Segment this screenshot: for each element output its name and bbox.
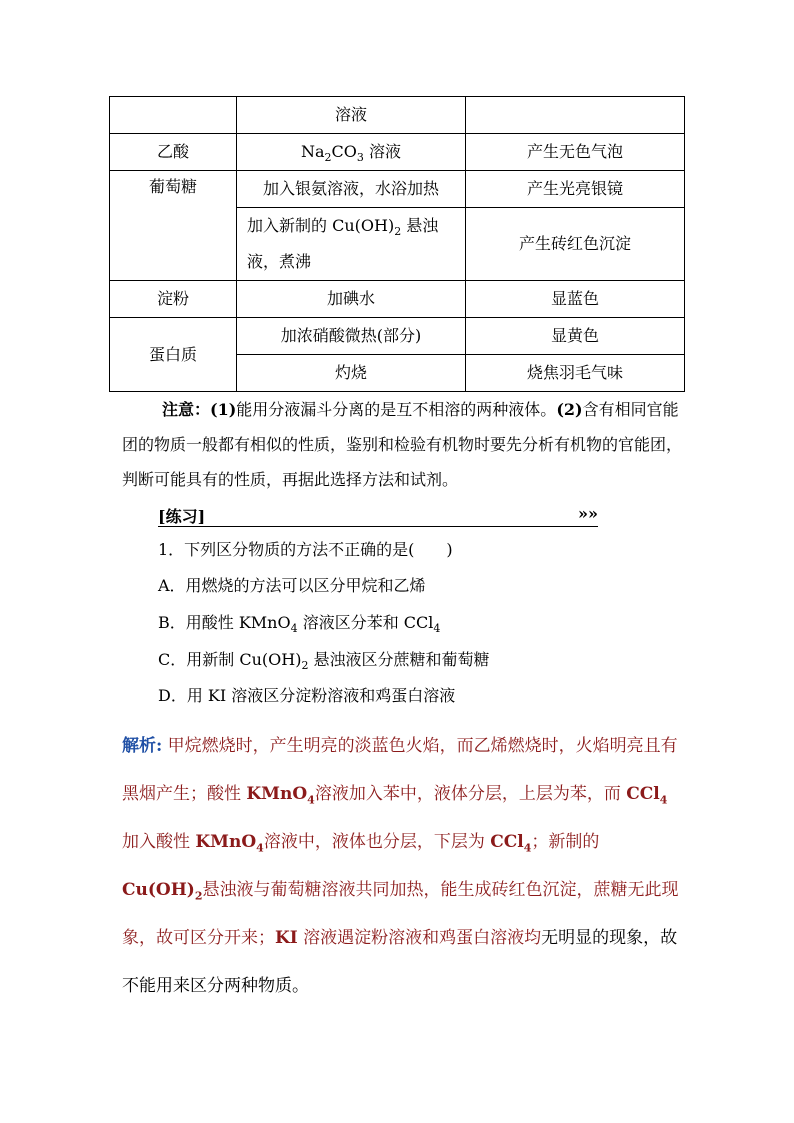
reagent-cell: 加浓硝酸微热(部分): [237, 318, 466, 355]
chevron-right-icon: »»: [578, 504, 598, 523]
option-a: A．用燃烧的方法可以区分甲烷和乙烯: [158, 576, 426, 595]
reagent-table: [109, 96, 685, 392]
table-cell: 溶液: [237, 97, 466, 134]
table-cell: [110, 97, 237, 134]
note-num: (2): [556, 400, 583, 419]
option-text: 溶液区分苯和 CCl: [297, 613, 434, 632]
note-text: 含有相同官能团的物质一般都有相似的性质，鉴别和检验有机物时要先分析有机物的官能团，判断可能具有的性质，再据此选择方法和试剂。: [122, 400, 683, 489]
practice-label: [练习]: [158, 507, 206, 526]
formula: CCl: [626, 784, 660, 804]
answer-explanation: [122, 722, 682, 1010]
table-row: [110, 97, 685, 134]
phenomenon-cell: 产生光亮银镜: [466, 171, 685, 208]
table-cell: [466, 97, 685, 134]
answer-text: 溶液遇淀粉溶液和鸡蛋白溶液均: [297, 928, 542, 948]
option-text: 悬浊液区分蔗糖和葡萄糖: [308, 650, 490, 669]
table-row: [110, 281, 685, 318]
subscript: 3: [356, 151, 364, 165]
formula: Cu(OH): [122, 880, 195, 900]
option-text: C．用新制 Cu(OH): [158, 650, 302, 669]
reagent-text: 悬浊液，煮沸: [247, 216, 439, 271]
subscript: 2: [194, 889, 203, 903]
answer-text: 加入酸性: [122, 832, 196, 852]
note-label: 注意：: [162, 400, 211, 419]
phenomenon-cell: 产生砖红色沉淀: [466, 208, 685, 281]
answer-text: 甲烷燃烧时，产生明亮的淡蓝色火焰，而乙烯燃烧时，火焰明亮且有黑烟产生；酸性: [122, 736, 678, 804]
reagent-cell: 加碘水: [237, 281, 466, 318]
table-row: [110, 318, 685, 355]
answer-text: 悬浊液与葡萄糖溶液共同加热，能生成砖红色沉淀，蔗糖无此现象，故可区分开来；: [122, 880, 679, 948]
reagent-text: 加入新制的 Cu(OH): [247, 216, 395, 235]
subscript: 2: [301, 659, 309, 673]
phenomenon-cell: 产生无色气泡: [466, 134, 685, 171]
question-stem: 1．下列区分物质的方法不正确的是( ): [158, 540, 453, 559]
option-text: B．用酸性 KMnO: [158, 613, 291, 632]
subscript: 4: [290, 622, 298, 636]
phenomenon-cell: 烧焦羽毛气味: [466, 355, 685, 392]
formula: CO: [331, 142, 357, 161]
substance-name: 淀粉: [110, 281, 237, 318]
reagent-cell: [237, 134, 466, 171]
answer-text: 溶液中，液体也分层，下层为: [263, 832, 491, 852]
subscript: 2: [394, 225, 402, 239]
formula: KMnO: [195, 832, 257, 852]
subscript: 4: [433, 622, 441, 636]
table-row: [110, 171, 685, 208]
option-b: [158, 611, 440, 635]
answer-text: ；新制的: [531, 832, 600, 852]
substance-name: 乙酸: [110, 134, 237, 171]
subscript: 4: [659, 793, 668, 807]
answer-text: 无明显的现象，故不能用来区分两种物质。: [122, 928, 678, 996]
answer-label: 解析:: [122, 736, 163, 756]
option-c: [158, 648, 490, 672]
formula: CCl: [490, 832, 524, 852]
subscript: 4: [307, 793, 315, 807]
practice-header: [158, 504, 598, 527]
table-row: [110, 134, 685, 171]
phenomenon-cell: 显蓝色: [466, 281, 685, 318]
reagent-cell: 灼烧: [237, 355, 466, 392]
reagent-cell: [237, 208, 466, 281]
subscript: 4: [256, 841, 264, 855]
formula: KMnO: [246, 784, 308, 804]
substance-name: 蛋白质: [110, 318, 237, 392]
reagent-text: 溶液: [368, 142, 401, 161]
note-paragraph: [122, 392, 682, 497]
formula: KI: [275, 928, 298, 948]
reagent-cell: 加入银氨溶液，水浴加热: [237, 171, 466, 208]
formula: Na: [300, 142, 325, 161]
answer-text: 溶液加入苯中，液体分层，上层为苯，而: [314, 784, 627, 804]
note-text: 能用分液漏斗分离的是互不相溶的两种液体。: [236, 400, 557, 419]
phenomenon-cell: 显黄色: [466, 318, 685, 355]
subscript: 2: [324, 151, 332, 165]
note-num: (1): [210, 400, 237, 419]
option-d: D．用 KI 溶液区分淀粉溶液和鸡蛋白溶液: [158, 686, 456, 705]
substance-name: 葡萄糖: [110, 171, 237, 281]
subscript: 4: [523, 841, 532, 855]
